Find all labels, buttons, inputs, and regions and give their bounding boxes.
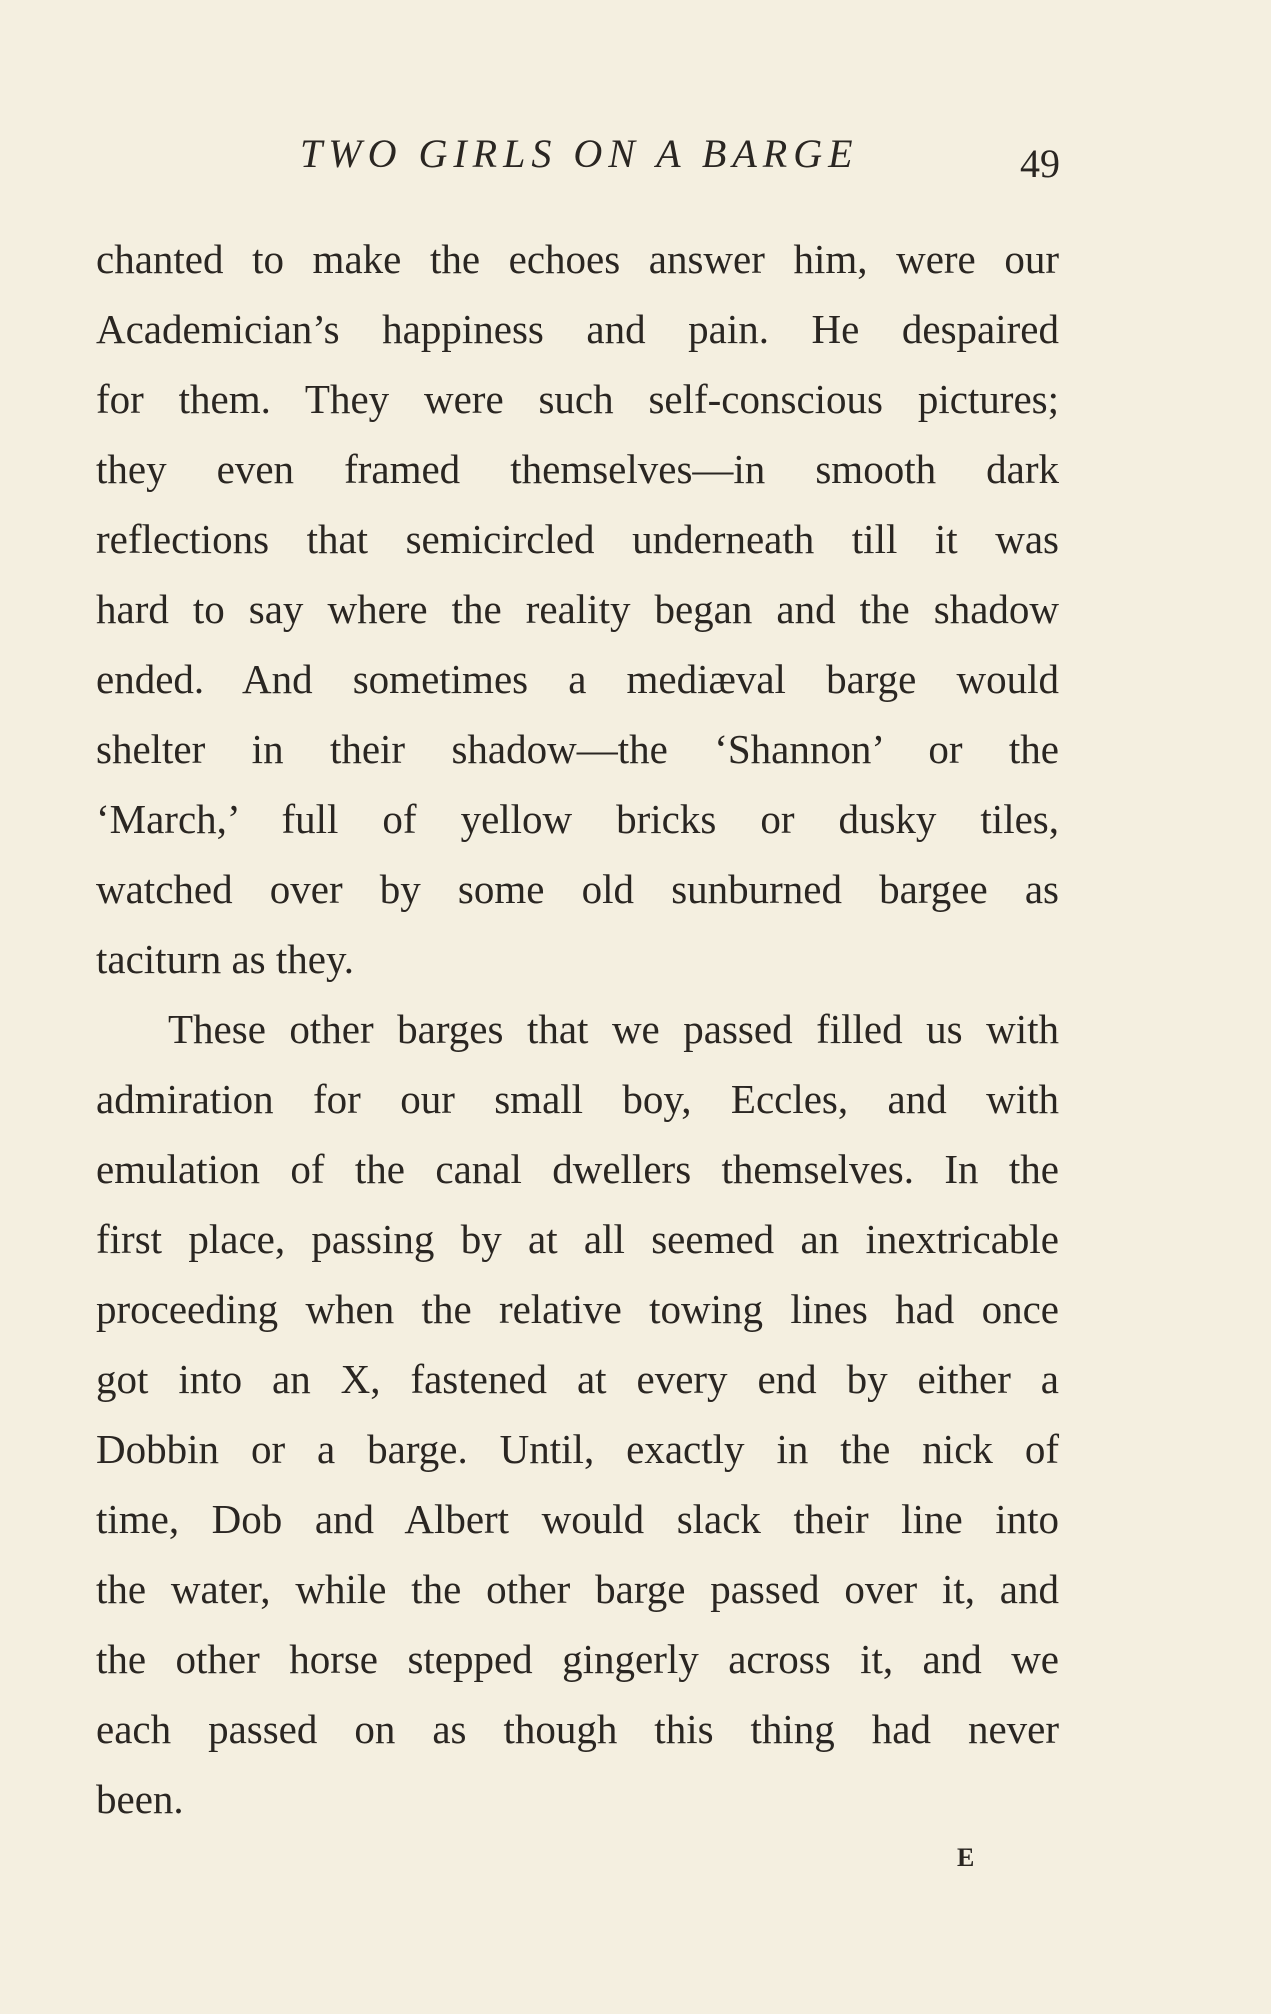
text-line: time, Dob and Albert would slack their line into [96,1496,1059,1542]
body-text [96,224,1059,1834]
text-line: shelter in their shadow—the ‘Shannon’ or the [96,726,1059,772]
text-line: ended. And sometimes a mediæval barge would [96,656,1059,702]
text-line: proceeding when the relative towing lines had once [96,1286,1059,1332]
paragraph-end-line: taciturn as they. [96,936,355,982]
running-head: TWO GIRLS ON A BARGE [300,131,859,176]
text-line: ‘March,’ full of yellow bricks or dusky tiles, [96,796,1059,842]
text-line: admiration for our small boy, Eccles, and with [96,1076,1059,1122]
page-number: 49 [1020,141,1060,186]
text-line: Dobbin or a barge. Until, exactly in the nick of [96,1426,1059,1472]
text-line: the other horse stepped gingerly across it, and we [96,1636,1059,1682]
text-line: chanted to make the echoes answer him, were our [96,236,1059,282]
text-line: the water, while the other barge passed over it, and [96,1566,1059,1612]
paragraph-first-line: These other barges that we passed filled us with [168,1006,1059,1052]
text-line: each passed on as though this thing had never [96,1706,1059,1752]
paragraph-end-line: been. [96,1776,184,1822]
text-line: first place, passing by at all seemed an inextricable [96,1216,1059,1262]
signature-mark: E [957,1843,975,1872]
text-line: Academician’s happiness and pain. He despaired [96,306,1059,352]
text-line: hard to say where the reality began and the shadow [96,586,1059,632]
text-line: for them. They were such self-conscious pictures; [96,376,1059,422]
text-line: emulation of the canal dwellers themselves. In the [96,1146,1059,1192]
text-line: watched over by some old sunburned bargee as [96,866,1059,912]
text-line: got into an X, fastened at every end by either a [96,1356,1059,1402]
text-line: reflections that semicircled underneath till it was [96,516,1059,562]
text-line: they even framed themselves—in smooth dark [96,446,1059,492]
